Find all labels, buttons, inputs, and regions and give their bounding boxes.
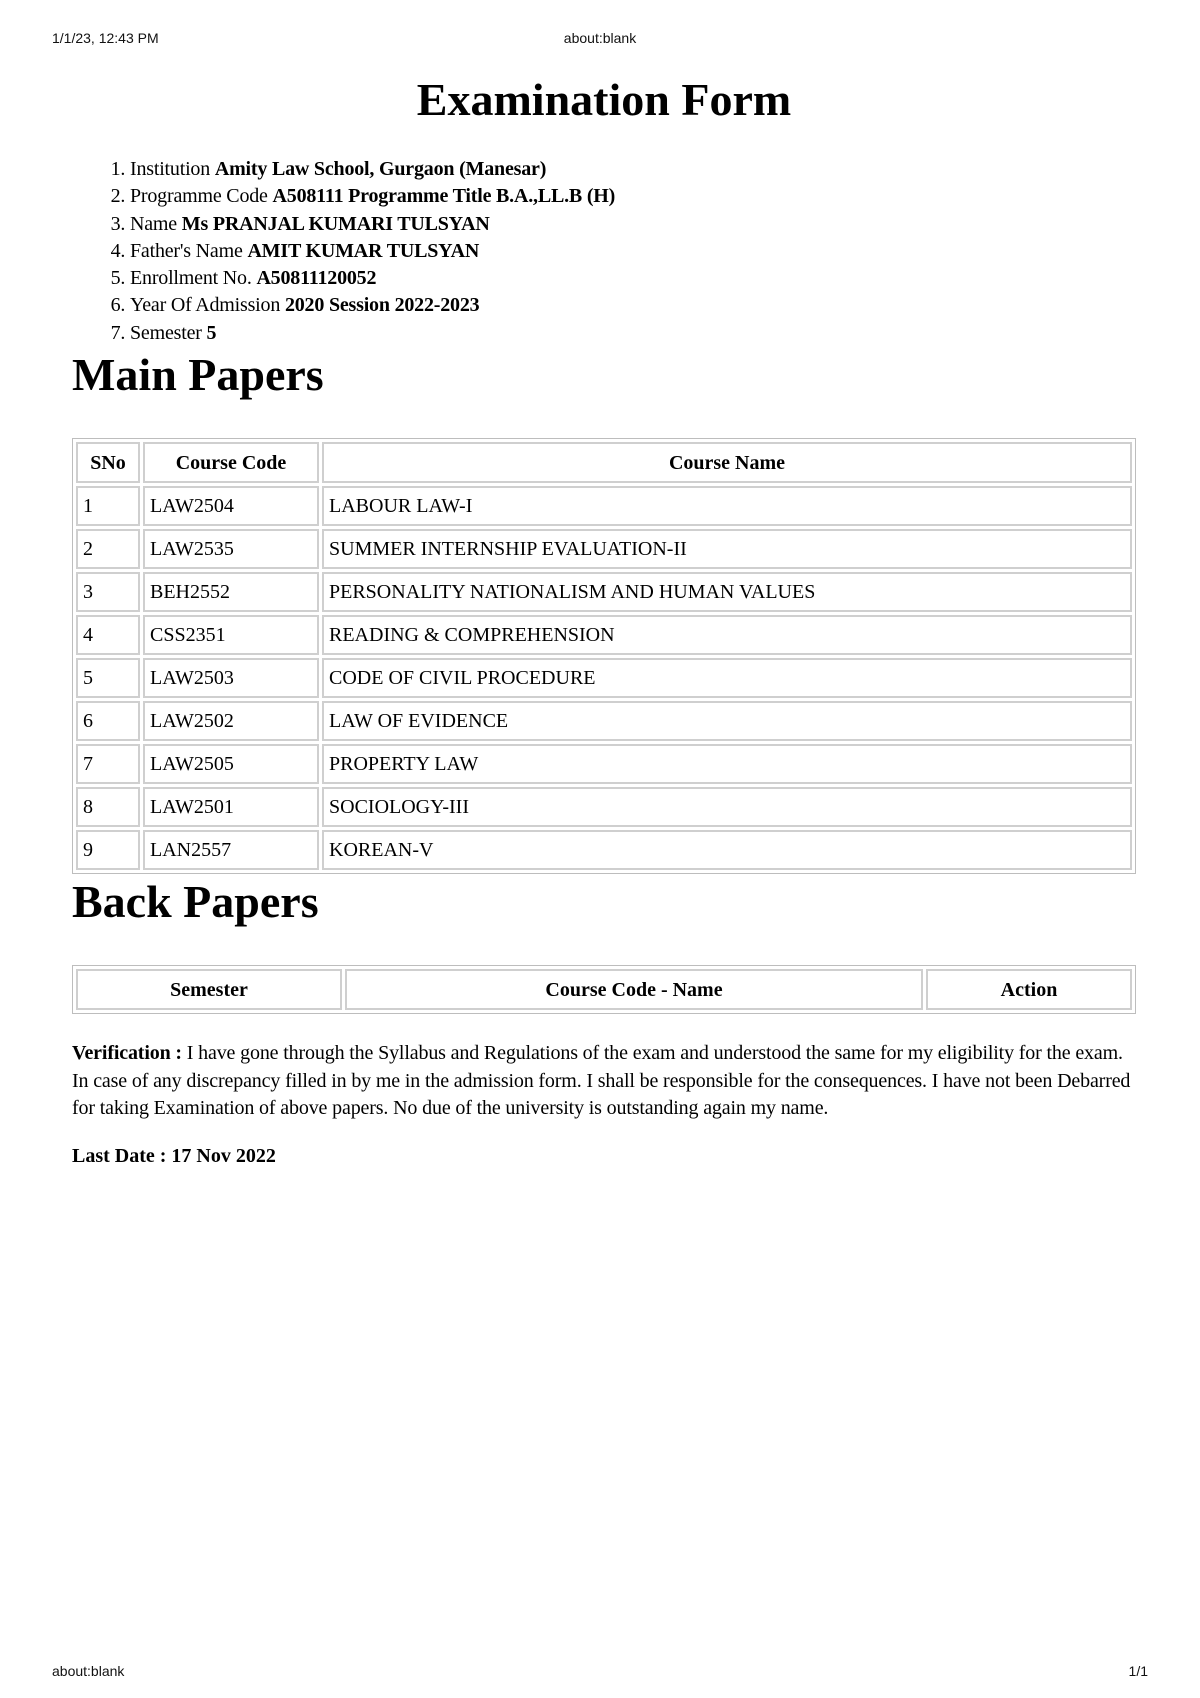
table-row: [76, 658, 1132, 698]
info-item-institution: [130, 156, 1136, 183]
cell-course-name: SUMMER INTERNSHIP EVALUATION-II: [322, 529, 1132, 569]
print-datetime: 1/1/23, 12:43 PM: [52, 30, 159, 46]
info-label: Name: [130, 212, 182, 235]
page-title: Examination Form: [416, 74, 792, 125]
info-item-fathers-name: [130, 238, 1136, 265]
info-value: A508111 Programme Title B.A.,LL.B (H): [272, 185, 616, 208]
table-row: [76, 744, 1132, 784]
info-item-name: [130, 211, 1136, 238]
table-row: [76, 529, 1132, 569]
print-url-header: about:blank: [563, 30, 637, 46]
main-papers-heading: Main Papers: [72, 349, 324, 401]
table-row: [76, 701, 1132, 741]
column-header-course-name: Course Name: [322, 442, 1132, 483]
info-value: Ms PRANJAL KUMARI TULSYAN: [181, 212, 490, 235]
cell-course-name: KOREAN-V: [322, 830, 1132, 870]
cell-course-code: LAN2557: [143, 830, 319, 870]
info-label: Year Of Admission: [130, 294, 285, 317]
examination-form: [72, 70, 1136, 1168]
info-value: AMIT KUMAR TULSYAN: [247, 239, 480, 262]
print-url-footer: about:blank: [52, 1663, 125, 1679]
cell-course-name: LABOUR LAW-I: [322, 486, 1132, 526]
cell-sno: 5: [76, 658, 140, 698]
student-info-list: [72, 156, 1136, 347]
column-header-sno: SNo: [76, 442, 140, 483]
table-header-row: [76, 442, 1132, 483]
cell-course-name: LAW OF EVIDENCE: [322, 701, 1132, 741]
info-label: Programme Code: [130, 185, 273, 208]
info-label: Semester: [130, 321, 207, 344]
print-page-number: 1/1: [1128, 1663, 1148, 1679]
column-header-course-code: Course Code: [143, 442, 319, 483]
verification-label: Verification :: [72, 1042, 182, 1065]
back-papers-heading: Back Papers: [72, 876, 319, 928]
cell-course-code: LAW2501: [143, 787, 319, 827]
verification-text: I have gone through the Syllabus and Regulations of the exam and understood the same for my eligibility for the exam. In case of any discrepancy filled in by me in the admission form. I shall be responsible for the consequences. I have not been Debarred for taking Examination of above papers. No due of the university is outstanding again my name.: [72, 1042, 1131, 1120]
cell-course-name: CODE OF CIVIL PROCEDURE: [322, 658, 1132, 698]
table-row: [76, 787, 1132, 827]
cell-sno: 1: [76, 486, 140, 526]
table-header-row: [76, 969, 1132, 1010]
info-value: 2020 Session 2022-2023: [284, 294, 480, 317]
cell-sno: 4: [76, 615, 140, 655]
cell-sno: 3: [76, 572, 140, 612]
column-header-course-code-name: Course Code - Name: [345, 969, 923, 1010]
info-item-enrollment: [130, 265, 1136, 292]
info-item-semester: [130, 320, 1136, 347]
table-row: [76, 830, 1132, 870]
back-papers-table: [72, 965, 1136, 1014]
cell-sno: 7: [76, 744, 140, 784]
info-label: Enrollment No.: [130, 267, 257, 290]
cell-sno: 8: [76, 787, 140, 827]
table-row: [76, 486, 1132, 526]
table-row: [76, 615, 1132, 655]
column-header-semester: Semester: [76, 969, 342, 1010]
verification-statement: [72, 1040, 1136, 1123]
cell-sno: 9: [76, 830, 140, 870]
cell-course-name: PERSONALITY NATIONALISM AND HUMAN VALUES: [322, 572, 1132, 612]
cell-sno: 2: [76, 529, 140, 569]
cell-course-code: CSS2351: [143, 615, 319, 655]
info-label: Father's Name: [130, 239, 248, 262]
main-papers-table: [72, 438, 1136, 874]
last-date: Last Date : 17 Nov 2022: [72, 1144, 276, 1167]
cell-course-code: LAW2503: [143, 658, 319, 698]
column-header-action: Action: [926, 969, 1132, 1010]
print-header: [52, 30, 1148, 50]
cell-course-code: LAW2502: [143, 701, 319, 741]
info-item-programme: [130, 183, 1136, 210]
cell-course-code: LAW2535: [143, 529, 319, 569]
cell-course-name: SOCIOLOGY-III: [322, 787, 1132, 827]
info-value: A50811120052: [256, 267, 377, 290]
cell-course-name: READING & COMPREHENSION: [322, 615, 1132, 655]
print-footer: [52, 1663, 1148, 1683]
info-label: Institution: [130, 158, 215, 180]
info-value: 5: [206, 321, 217, 344]
info-item-admission-year: [130, 292, 1136, 319]
cell-course-code: BEH2552: [143, 572, 319, 612]
cell-course-code: LAW2505: [143, 744, 319, 784]
cell-course-code: LAW2504: [143, 486, 319, 526]
table-row: [76, 572, 1132, 612]
info-value: Amity Law School, Gurgaon (Manesar): [214, 158, 547, 180]
cell-course-name: PROPERTY LAW: [322, 744, 1132, 784]
cell-sno: 6: [76, 701, 140, 741]
